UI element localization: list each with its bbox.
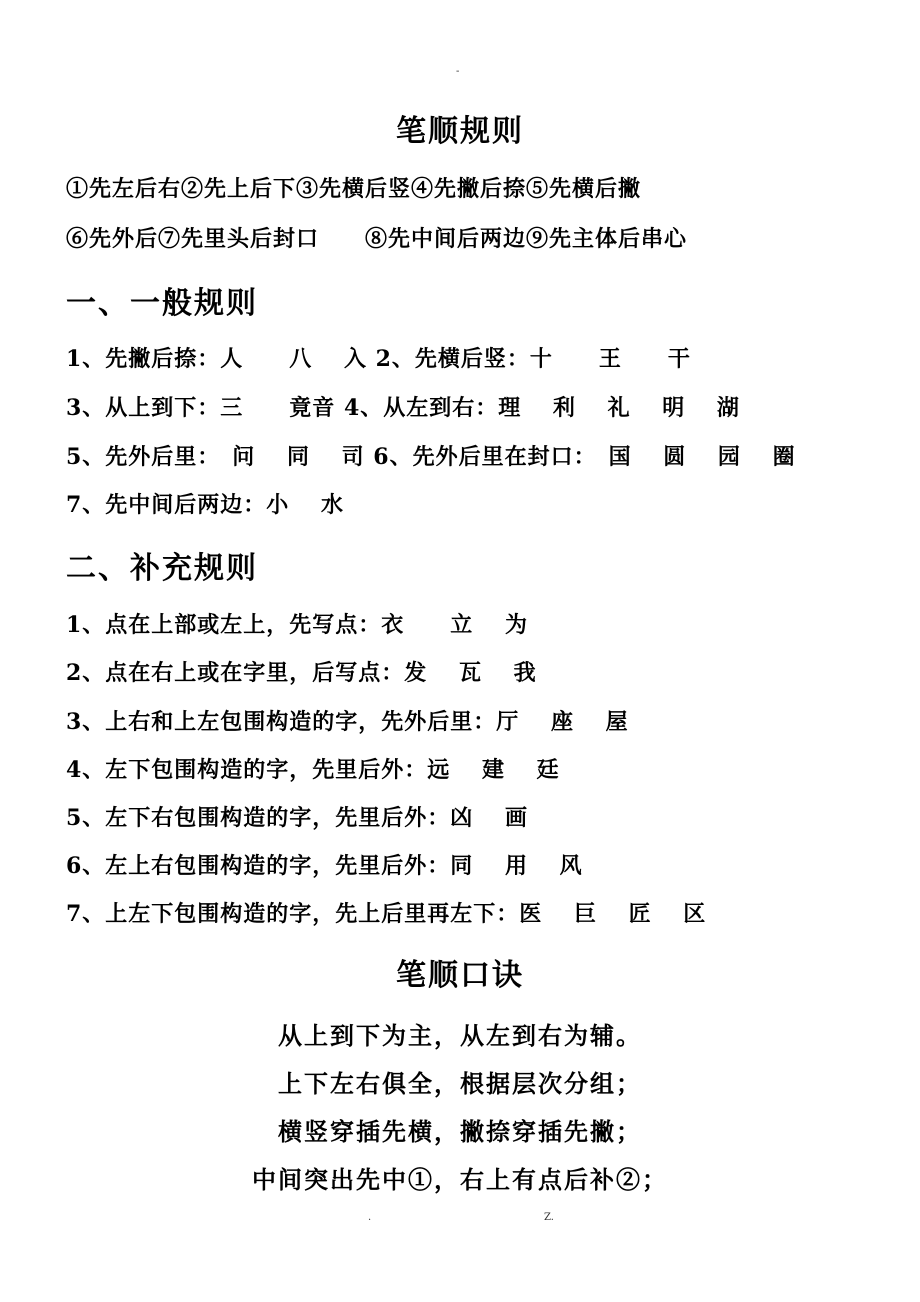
supplementary-rule-row: 1、点在上部或左上，先写点：衣 立 为: [66, 612, 528, 638]
summary-line-1: ①先左后右②先上后下③先横后竖④先撇后捺⑤先横后撇: [66, 176, 642, 202]
page-mark-bottom-right: Z.: [544, 1212, 554, 1223]
mnemonic-line: 中间突出先中①，右上有点后补②；: [252, 1165, 668, 1194]
general-rule-row: 1、先撇后捺：人 八 入 2、先横后竖：十 王 干: [66, 346, 691, 372]
supplementary-rule-row: 3、上右和上左包围构造的字，先外后里：厅 座 屋: [66, 709, 629, 735]
supplementary-rule-row: 2、点在右上或在字里，后写点：发 瓦 我: [66, 660, 537, 686]
supplementary-rule-row: 7、上左下包围构造的字，先上后里再左下：医 巨 匠 区: [66, 901, 707, 927]
mnemonic-line: 上下左右俱全，根据层次分组；: [278, 1069, 642, 1098]
general-rule-row: 5、先外后里： 问 同 司 6、先外后里在封口： 国 圆 园 圈: [66, 444, 796, 470]
general-rule-row: 7、先中间后两边：小 水: [66, 492, 344, 518]
mnemonic-line: 从上到下为主，从左到右为辅。: [278, 1021, 642, 1050]
page-title: 笔顺规则: [396, 114, 524, 149]
page-mark-bottom-left: .: [368, 1212, 372, 1223]
page-mark-top: -: [456, 66, 460, 77]
general-rule-row: 3、从上到下：三 竟音 4、从左到右：理 利 礼 明 湖: [66, 395, 740, 421]
supplementary-rule-row: 6、左上右包围构造的字，先里后外：同 用 风: [66, 853, 583, 879]
summary-line-2: ⑥先外后⑦先里头后封口 ⑧先中间后两边⑨先主体后串心: [66, 226, 688, 252]
mnemonic-title: 笔顺口诀: [396, 958, 524, 993]
section-heading-general: 一、一般规则: [66, 286, 258, 321]
section-heading-supplementary: 二、补充规则: [66, 551, 258, 586]
mnemonic-line: 横竖穿插先横，撇捺穿插先撇；: [278, 1117, 642, 1146]
supplementary-rule-row: 4、左下包围构造的字，先里后外：远 建 廷: [66, 757, 560, 783]
supplementary-rule-row: 5、左下右包围构造的字，先里后外：凶 画: [66, 805, 528, 831]
